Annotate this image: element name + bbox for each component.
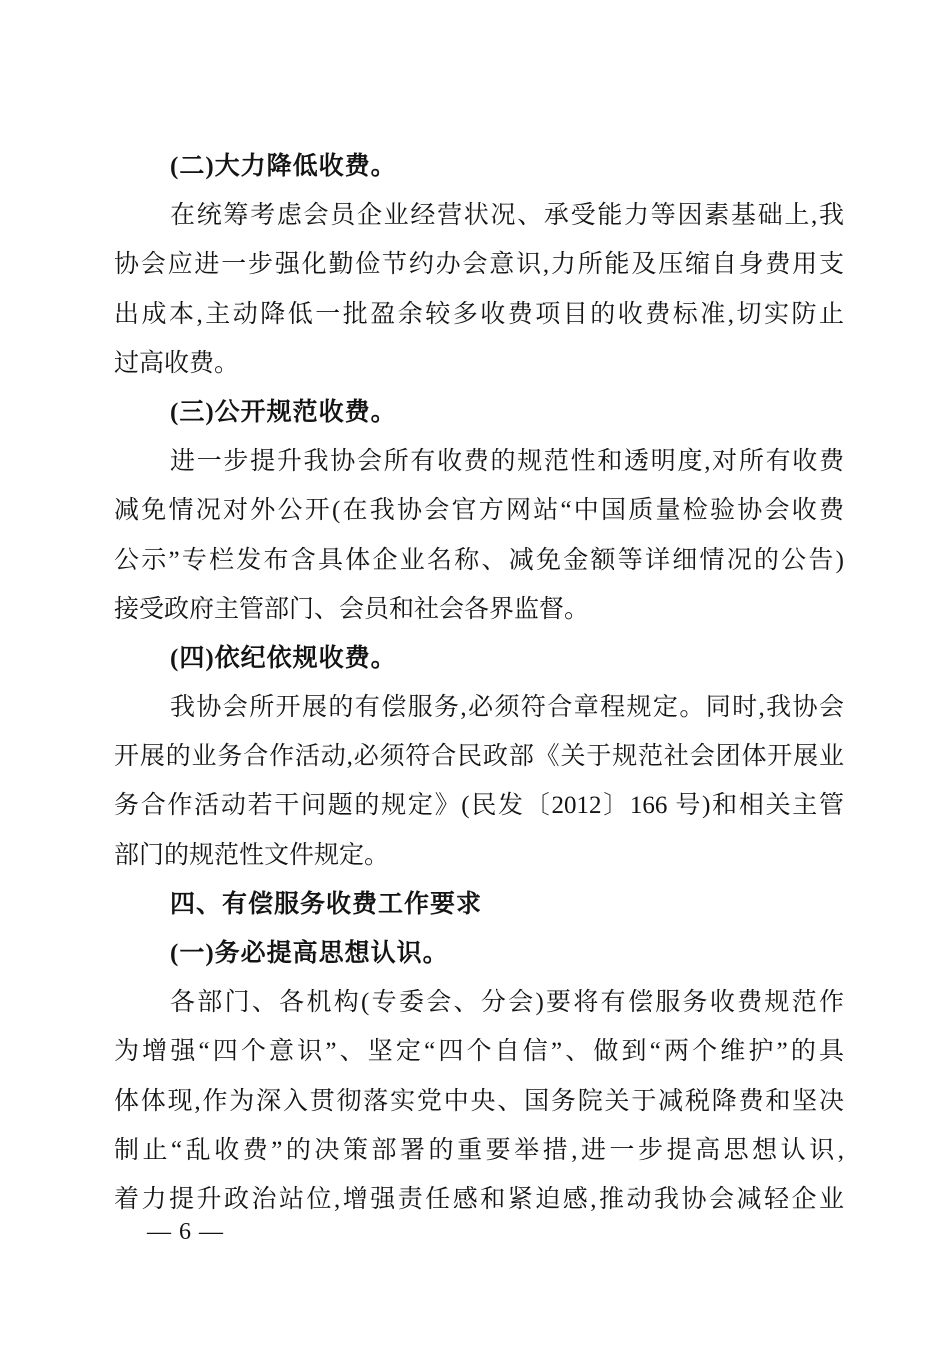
text-line: 各部门、各机构(专委会、分会)要将有偿服务收费规范作 [170,989,844,1017]
section-heading: (三)公开规范收费。 [170,398,397,426]
document-body [114,142,844,1224]
text-line: 务合作活动若干问题的规定》(民发〔2012〕166 号)和相关主管 [114,792,844,820]
text-line: 协会应进一步强化勤俭节约办会意识,力所能及压缩自身费用支 [114,251,844,279]
text-line: 为增强“四个意识”、坚定“四个自信”、做到“两个维护”的具 [114,1038,844,1066]
section-heading: 四、有偿服务收费工作要求 [170,889,483,918]
text-line: 出成本,主动降低一批盈余较多收费项目的收费标准,切实防止 [114,300,844,328]
text-line: 部门的规范性文件规定。 [114,841,390,869]
text-line: 在统筹考虑会员企业经营状况、承受能力等因素基础上,我 [170,202,844,230]
text-line: 进一步提升我协会所有收费的规范性和透明度,对所有收费 [170,448,844,476]
text-line: 接受政府主管部门、会员和社会各界监督。 [114,595,590,623]
page-number: — 6 — [147,1219,224,1245]
text-line: 开展的业务合作活动,必须符合民政部《关于规范社会团体开展业 [114,743,844,771]
section-heading: (一)务必提高思想认识。 [170,940,449,967]
text-line: 公示”专栏发布含具体企业名称、减免金额等详细情况的公告) [114,546,844,574]
text-line: 减免情况对外公开(在我协会官方网站“中国质量检验协会收费 [114,497,844,525]
text-line: 过高收费。 [114,349,240,377]
text-line: 我协会所开展的有偿服务,必须符合章程规定。同时,我协会 [170,694,844,722]
section-heading: (二)大力降低收费。 [170,153,397,180]
section-heading: (四)依纪依规收费。 [170,644,397,672]
text-line: 体体现,作为深入贯彻落实党中央、国务院关于减税降费和坚决 [114,1087,844,1115]
text-line: 着力提升政治站位,增强责任感和紧迫感,推动我协会减轻企业 [114,1185,844,1213]
text-line: 制止“乱收费”的决策部署的重要举措,进一步提高思想认识, [114,1136,844,1164]
